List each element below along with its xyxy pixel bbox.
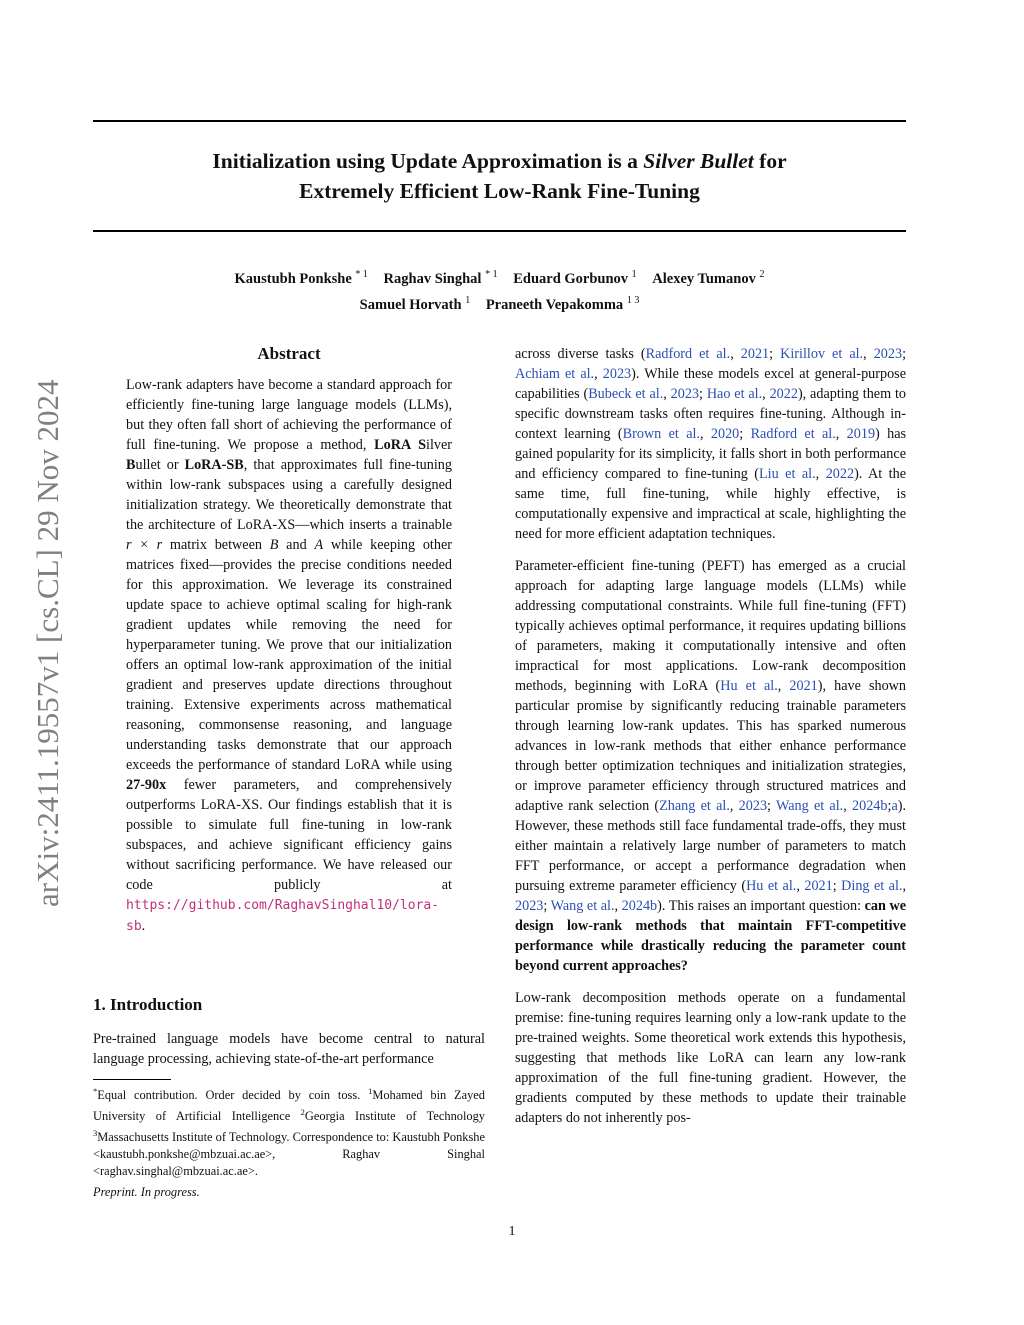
author-affiliation: 1 3: [626, 294, 640, 306]
author-affiliation: 1: [465, 294, 471, 306]
citation-link[interactable]: 2023: [738, 798, 768, 814]
title-line2: Extremely Efficient Low-Rank Fine-Tuning: [299, 179, 700, 203]
preprint-notice: Preprint. In progress.: [93, 1185, 200, 1199]
author-name: Raghav Singhal: [383, 270, 482, 287]
paper-title: [93, 146, 906, 206]
citation-link[interactable]: 2022: [825, 466, 855, 482]
author-affiliation: * 1: [485, 269, 498, 280]
title-line1-after: for: [753, 149, 787, 173]
abstract-heading: Abstract: [257, 344, 321, 363]
body-text-segment: ;: [699, 386, 707, 402]
body-text-segment: ;: [543, 898, 551, 914]
body-text-segment: ,: [835, 426, 847, 442]
page-number: 1: [508, 1224, 516, 1239]
citation-link[interactable]: 2021: [804, 878, 833, 894]
citation-link[interactable]: Zhang et al.: [659, 798, 730, 814]
title-top-rule: [93, 120, 906, 122]
body-text-segment: ), have shown particular promise by significantly reducing trainable parameters through learning low-rank updates. This has sparked numerous advances in low-rank methods that either enhance performance through better optimization techniques and initialization strategies, or improve parameter efficiency through structured matrices and adaptive rank selection (: [515, 678, 906, 814]
body-text-segment: Low-rank decomposition methods operate on a fundamental premise: fine-tuning requires learning only a low-rank update to the pre-trained weights. Some theoretical work extends this hypothesis, suggesting that methods like LoRA can learn any low-rank approximation of the full fine-tuning gradient. However, the gradients computed by these methods to update their trainable adapters do not inherently pos-: [515, 990, 906, 1126]
math-symbol: r × r: [126, 537, 163, 553]
method-name-bold: LoRA S: [374, 437, 427, 453]
footnote: [93, 1083, 485, 1180]
author-name: Samuel Horvath: [359, 296, 462, 313]
body-text-segment: ). While these models excel at general-purpose capabilities (: [515, 366, 907, 402]
body-text-segment: ,: [614, 898, 622, 914]
body-text-segment: ;: [887, 798, 892, 814]
right-column: [515, 344, 906, 1140]
body-text-segment: ,: [729, 798, 739, 814]
citation-link[interactable]: Wang et al.: [775, 798, 844, 814]
citation-link[interactable]: Kirillov et al.: [780, 346, 864, 362]
body-text-segment: ) has gained popularity for its simplicity, it falls short in both performance and efficiency compared to fine-tuning (: [515, 426, 907, 482]
body-text-segment: ;: [739, 426, 751, 442]
abstract-text-segment: ullet or: [135, 457, 185, 473]
abstract-text-segment: while keeping other matrices fixed—provides the precise conditions needed for this approximation. We leverage its constrained update space to achieve optimal scaling for high-rank gradient updates while removing the need for hyperparameter tuning. We prove that our initialization offers an optimal low-rank approximation of the initial gradient and preserves update directions throughout training. Extensive experiments across mathematical reasoning, commonsense reasoning, and language understanding tasks demonstrate that our approach exceeds the performance of standard LoRA while using: [126, 537, 452, 773]
body-paragraph: [515, 556, 906, 976]
author: [384, 271, 498, 287]
body-text-segment: ). However, these methods still face fundamental trade-offs, they must either maintain a relatively large number of parameters to match FFT performance, or accept a performance degradation when pursuing extreme parameter efficiency (: [515, 798, 907, 894]
body-text-segment: ,: [796, 878, 805, 894]
abstract-text-segment: , that approximates full fine-tuning within low-rank subspaces using a carefully designed initialization strategy. We theoretically demonstrate that the architecture of LoRA-XS—which inserts a trainable: [126, 457, 452, 533]
citation-link[interactable]: Ding et al.: [841, 878, 903, 894]
citation-link[interactable]: 2023: [670, 386, 700, 402]
author-affiliation: 2: [759, 269, 765, 280]
citation-link[interactable]: 2021: [740, 346, 770, 362]
abstract-text: [126, 375, 452, 937]
citation-link[interactable]: Radford et al.: [750, 426, 836, 442]
author-affiliation: 1: [631, 269, 637, 280]
abstract-text-segment: .: [141, 918, 146, 934]
body-text-segment: across diverse tasks (: [515, 346, 646, 362]
author: [513, 271, 636, 287]
body-text-segment: ,: [762, 386, 770, 402]
title-bottom-rule: [93, 230, 906, 232]
author: [485, 294, 640, 313]
footnote-rule: [93, 1079, 171, 1080]
footnote-text: Equal contribution. Order decided by coin toss.: [97, 1088, 369, 1103]
title-line1-before: Initialization using Update Approximation is a: [212, 149, 644, 173]
body-text-segment: Parameter-efficient fine-tuning (PEFT) has emerged as a crucial approach for adapting large language models (LLMs) while addressing computational constraints. While full fine-tuning (FFT) typically achieves optimal performance, it requires updating billions of parameters, making it computationally intensive and often impractical for most applications. Low-rank decomposition methods, beginning with LoRA (: [515, 558, 906, 694]
footnote-marker: 3: [93, 1128, 98, 1139]
body-text-segment: ,: [902, 878, 906, 894]
author: [652, 271, 764, 287]
author-name: Alexey Tumanov: [652, 270, 756, 287]
footnote-marker: 2: [300, 1107, 305, 1118]
citation-link[interactable]: 2021: [789, 678, 818, 694]
body-text-segment: ,: [700, 426, 711, 442]
research-question-bold: can we design low-rank methods that maintain FFT-competitive performance while drastically reducing the parameter count beyond current approaches?: [515, 898, 907, 974]
body-text-segment: ;: [832, 878, 842, 894]
citation-link[interactable]: 2023: [515, 898, 544, 914]
citation-link[interactable]: Hao et al.: [706, 386, 763, 402]
footnote-text: Mohamed bin Zayed University of Artificial Intelligence: [93, 1088, 485, 1124]
introduction-text: Pre-trained language models have become central to natural language processing, achieving state-of-the-art performance: [93, 1031, 485, 1067]
parameter-reduction-bold: 27-90x: [126, 777, 167, 793]
body-text-segment: ;: [769, 346, 781, 362]
citation-link[interactable]: a: [891, 798, 898, 814]
body-text-segment: ;: [902, 346, 907, 362]
citation-link[interactable]: 2023: [602, 366, 632, 382]
citation-link[interactable]: Bubeck et al.: [588, 386, 664, 402]
citation-link[interactable]: Hu et al.: [720, 678, 778, 694]
body-text-segment: ,: [777, 678, 790, 694]
citation-link[interactable]: Achiam et al.: [515, 366, 595, 382]
body-text-segment: ). This raises an important question:: [657, 898, 865, 914]
abstract-text-segment: Low-rank adapters have become a standard approach for efficiently fine-tuning large language models (LLMs), but they often fall short of achieving the performance of full fine-tuning. We propose a method,: [126, 377, 452, 453]
abstract-section: [126, 342, 452, 937]
body-text-segment: ,: [663, 386, 671, 402]
body-paragraph: [515, 344, 906, 544]
footnote-text: Georgia Institute of Technology: [304, 1109, 485, 1124]
abstract-text-segment: and: [278, 537, 315, 553]
introduction-heading: 1. Introduction: [93, 995, 203, 1014]
method-name-bold: B: [126, 457, 136, 473]
author-list: [93, 264, 906, 316]
citation-link[interactable]: 2020: [710, 426, 740, 442]
footnote-marker: *: [93, 1086, 98, 1096]
body-paragraph: [515, 988, 906, 1128]
body-text-segment: ,: [843, 798, 853, 814]
body-text-segment: ). At the same time, full fine-tuning, while highly effective, is computationally expensive and impractical at scale, highlighting the need for more efficient adaptation techniques.: [515, 466, 907, 542]
body-text-segment: ,: [730, 346, 741, 362]
citation-link[interactable]: Wang et al.: [550, 898, 615, 914]
citation-link[interactable]: 2024b: [852, 798, 888, 814]
body-text-segment: ), adapting them to specific downstream tasks often requires fine-tuning. Although in-context learning (: [515, 386, 906, 442]
footnote-text: Massachusetts Institute of Technology. Correspondence to: Kaustubh Ponkshe <kaustubh.ponkshe@mbzuai.ac.ae>, Raghav Singhal <raghav.singhal@mbzuai.ac.ae>.: [93, 1130, 485, 1179]
citation-link[interactable]: Brown et al.: [622, 426, 700, 442]
abstract-text-segment: ilver: [426, 437, 453, 453]
author-name: Praneeth Vepakomma: [485, 296, 624, 313]
citation-link[interactable]: 2019: [846, 426, 876, 442]
math-symbol: A: [314, 537, 324, 553]
body-text-segment: ,: [815, 466, 826, 482]
introduction-section: [93, 993, 485, 1069]
method-name-bold: LoRA-SB: [184, 457, 244, 473]
abstract-text-segment: matrix between: [162, 537, 270, 553]
title-line1-italic: Silver Bullet: [643, 149, 754, 173]
citation-link[interactable]: 2022: [769, 386, 798, 402]
footnote-marker: 1: [368, 1086, 373, 1096]
code-repository-link[interactable]: https://github.com/RaghavSinghal10/lora-sb: [126, 898, 440, 934]
citation-link[interactable]: Radford et al.: [645, 346, 731, 362]
citation-link[interactable]: 2024b: [621, 898, 658, 914]
author-affiliation: * 1: [355, 269, 368, 280]
citation-link[interactable]: Hu et al.: [746, 878, 797, 894]
body-text-segment: ;: [767, 798, 776, 814]
citation-link[interactable]: 2023: [873, 346, 903, 362]
math-symbol: B: [269, 537, 279, 553]
body-text-segment: ,: [594, 366, 603, 382]
author: [235, 271, 368, 287]
author-name: Kaustubh Ponkshe: [234, 270, 352, 287]
citation-link[interactable]: Liu et al.: [759, 466, 816, 482]
author-name: Eduard Gorbunov: [513, 270, 629, 287]
body-text-segment: ,: [863, 346, 874, 362]
author: [359, 294, 471, 313]
abstract-text-segment: fewer parameters, and comprehensively outperforms LoRA-XS. Our findings establish that it is possible to simulate full fine-tuning in low-rank subspaces, and achieve significant efficiency gains without sacrificing performance. We have released our code publicly at: [126, 777, 452, 893]
arxiv-identifier: arXiv:2411.19557v1 [cs.CL] 29 Nov 2024: [30, 379, 65, 907]
